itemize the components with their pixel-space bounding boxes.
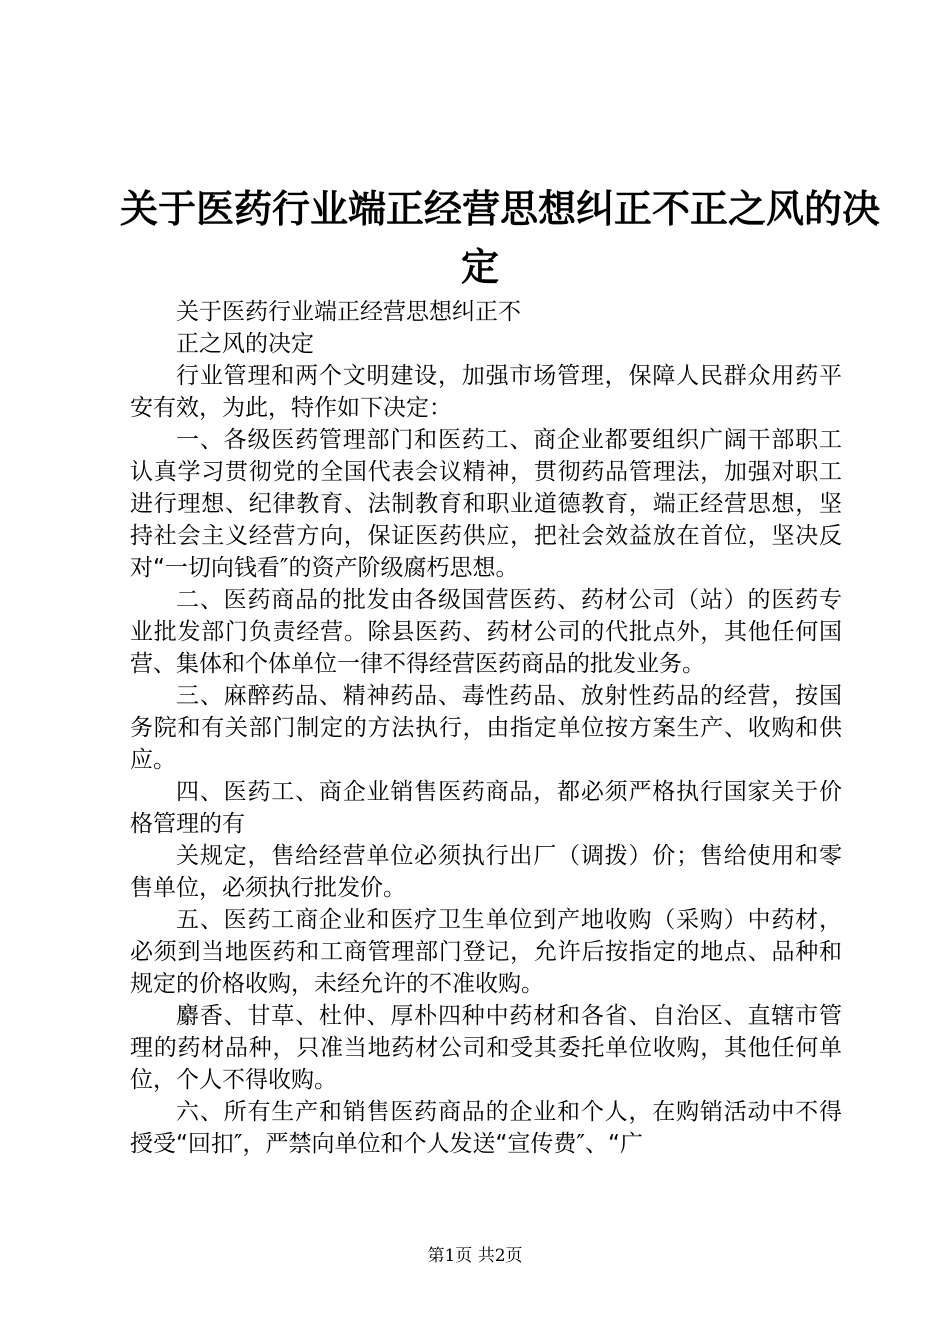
paragraph: 行业管理和两个文明建设，加强市场管理，保障人民群众用药平安有效，为此，特作如下决定： [130, 363, 842, 421]
paragraph: 一、各级医药管理部门和医药工、商企业都要组织广阔干部职工认真学习贯彻党的全国代表会议精神，贯彻药品管理法，加强对职工进行理想、纪律教育、法制教育和职业道德教育，端正经营思想，坚持社会主义经营方向，保证医药供应，把社会效益放在首位，坚决反对“一切向钱看″的资产阶级腐朽思想。 [130, 427, 842, 581]
paragraph: 正之风的决定 [176, 331, 314, 357]
page-footer: 第1页 共2页 [427, 1246, 523, 1266]
paragraph: 二、医药商品的批发由各级国营医药、药材公司（站）的医药专业批发部门负责经营。除县医药、药材公司的代批点外，其他任何国营、集体和个体单位一律不得经营医药商品的批发业务。 [130, 587, 842, 677]
title-line-1: 关于医药行业端正经营思想纠正不正之风的决 [120, 186, 881, 231]
paragraph: 关于医药行业端正经营思想纠正不 [176, 299, 521, 325]
paragraph: 五、医药工商企业和医疗卫生单位到产地收购（采购）中药材，必须到当地医药和工商管理部门登记，允许后按指定的地点、品种和规定的价格收购，未经允许的不准收购。 [130, 907, 842, 997]
paragraph: 六、所有生产和销售医药商品的企业和个人，在购销活动中不得授受“回扣″，严禁向单位和个人发送“宣传费″、“广 [130, 1099, 842, 1157]
paragraph: 麝香、甘草、杜仲、厚朴四种中药材和各省、自治区、直辖市管理的药材品种，只准当地药材公司和受其委托单位收购，其他任何单位，个人不得收购。 [130, 1003, 842, 1093]
paragraph: 四、医药工、商企业销售医药商品，都必须严格执行国家关于价格管理的有 [130, 779, 842, 837]
paragraph: 三、麻醉药品、精神药品、毒性药品、放射性药品的经营，按国务院和有关部门制定的方法执行，由指定单位按方案生产、收购和供应。 [130, 683, 842, 773]
document-title [120, 180, 881, 296]
title-line-2: 定 [460, 244, 499, 289]
document-body [130, 296, 842, 1160]
paragraph: 关规定，售给经营单位必须执行出厂（调拨）价；售给使用和零售单位，必须执行批发价。 [130, 843, 842, 901]
